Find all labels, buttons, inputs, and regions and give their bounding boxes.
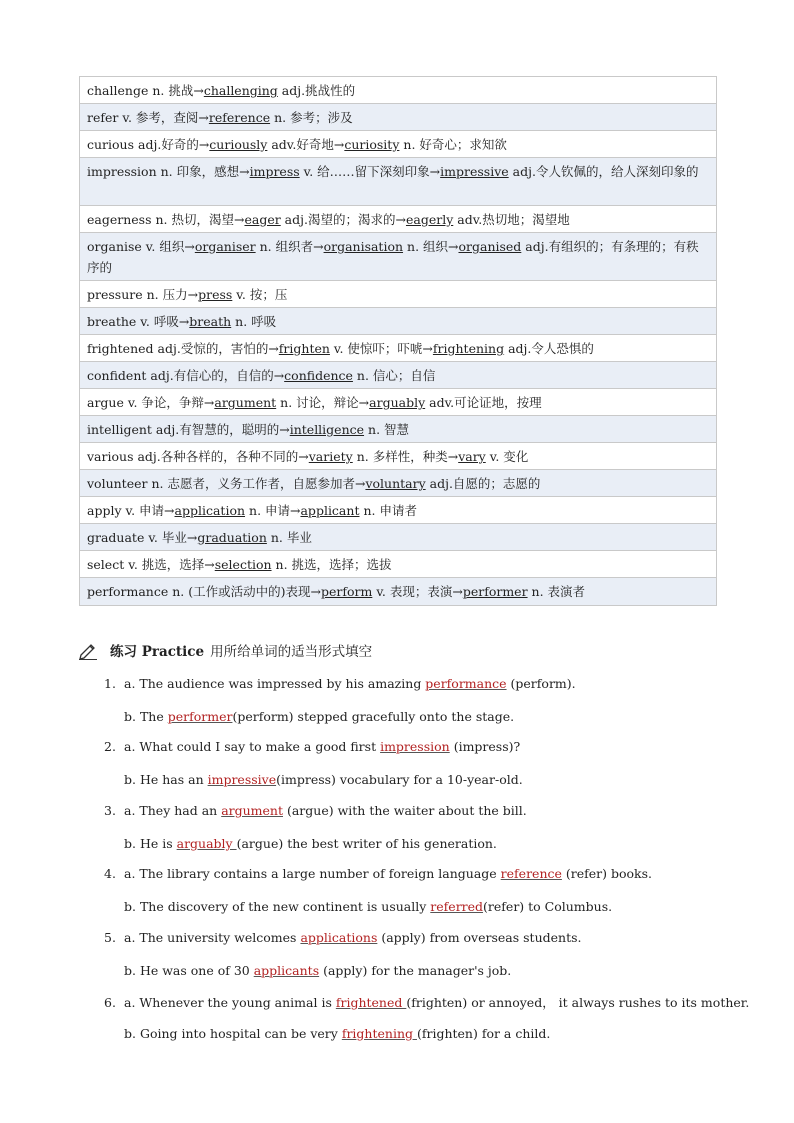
vocab-text: . 争论，争辩→ — [133, 395, 215, 410]
vocab-text: 有组织的；有条理的；有秩序的 — [87, 239, 699, 275]
vocab-text: v — [485, 449, 496, 464]
vocab-text: . 挑选，选择→ — [133, 557, 215, 572]
answer-blank: performer — [167, 709, 233, 724]
derived-word: application — [174, 503, 246, 518]
vocab-text: n — [359, 503, 372, 518]
vocab-text: v — [128, 557, 134, 572]
vocab-row — [80, 524, 716, 551]
derived-word: impressive — [440, 164, 509, 179]
exercise-label: b. — [124, 899, 140, 914]
vocab-text: adj. — [157, 341, 181, 356]
vocab-text: . 变化 — [495, 449, 529, 464]
exercise-number: 5. — [104, 930, 116, 945]
vocab-text: . 参考；涉及 — [282, 110, 353, 125]
vocab-text: 令人恐惧的 — [531, 341, 594, 356]
derived-word: graduation — [197, 530, 267, 545]
exercise-label: b. — [124, 1026, 140, 1041]
vocab-text: adv. — [453, 212, 483, 227]
derived-word: organiser — [194, 239, 256, 254]
vocab-row — [80, 104, 716, 131]
exercise-text: The library contains a large number of foreign language — [139, 866, 501, 881]
derived-word: frighten — [278, 341, 330, 356]
exercise-text: The university welcomes — [139, 930, 301, 945]
vocab-row — [80, 578, 716, 605]
vocab-text: adj. — [137, 449, 161, 464]
exercise-text: (apply) from overseas students. — [377, 930, 582, 945]
answer-blank: argument — [221, 803, 283, 818]
answer-blank: frightening — [341, 1026, 417, 1041]
exercise-item — [104, 866, 652, 881]
exercise-number: 4. — [104, 866, 116, 881]
vocab-text: organise — [87, 239, 146, 254]
vocab-text: challenge — [87, 83, 153, 98]
exercise-label: a. — [124, 866, 140, 881]
practice-instruction: 用所给单词的适当形式填空 — [210, 644, 373, 660]
exercise-label: b. — [124, 963, 140, 978]
vocab-text: n — [231, 314, 244, 329]
vocab-text: n — [172, 584, 181, 599]
vocab-text: v — [299, 164, 310, 179]
vocab-text: . 给……留下深刻印象→ — [309, 164, 441, 179]
vocab-text: n — [270, 110, 283, 125]
vocab-row — [80, 158, 716, 206]
vocab-text: v — [125, 503, 132, 518]
exercise-text: What could I say to make a good first — [139, 739, 381, 754]
vocab-text: v — [122, 110, 128, 125]
vocab-row — [80, 233, 716, 281]
vocab-row — [80, 497, 716, 524]
vocab-text: apply — [87, 503, 126, 518]
vocab-text: adv. — [425, 395, 455, 410]
derived-word: organised — [458, 239, 522, 254]
answer-blank: impressive — [207, 772, 277, 787]
exercise-text: The discovery of the new continent is usually — [139, 899, 431, 914]
vocab-text: n — [399, 137, 412, 152]
answer-blank: applicants — [253, 963, 320, 978]
vocab-text: argue — [87, 395, 128, 410]
derived-word: curiosity — [344, 137, 400, 152]
answer-blank: frightened — [335, 995, 407, 1010]
derived-word: challenging — [203, 83, 278, 98]
vocab-text: . 讨论，辩论→ — [288, 395, 370, 410]
exercise-item — [104, 676, 576, 691]
vocab-text: curious — [87, 137, 138, 152]
exercise-text: (argue) with the waiter about the bill. — [283, 803, 527, 818]
exercise-text: (frighten) or annoyed， it always rushes to its mother. — [406, 995, 750, 1010]
vocab-text: . 毕业→ — [153, 530, 198, 545]
exercise-label: a. — [124, 739, 140, 754]
vocab-text: performance — [87, 584, 173, 599]
vocab-text: 自愿的；志愿的 — [452, 476, 541, 491]
vocab-text: 各种各样的，各种不同的→ — [160, 449, 309, 464]
vocab-text: . 挑战→ — [160, 83, 204, 98]
vocab-text: . (工作或活动中的)表现→ — [180, 584, 321, 599]
vocab-row — [80, 443, 716, 470]
exercise-text: (perform). — [506, 676, 576, 691]
vocab-text: v — [329, 341, 340, 356]
vocab-text: 挑战性的 — [305, 83, 356, 98]
vocab-text: . 表现；表演→ — [381, 584, 463, 599]
vocab-text: 热切地；渴望地 — [482, 212, 570, 227]
derived-word: variety — [308, 449, 353, 464]
exercise-item — [104, 993, 749, 1011]
derived-word: reference — [208, 110, 271, 125]
answer-blank: performance — [425, 676, 507, 691]
exercise-text: (impress) vocabulary for a 10-year-old. — [276, 772, 523, 787]
vocab-row — [80, 362, 716, 389]
vocab-text: adj. — [277, 83, 306, 98]
vocab-text: . 信心；自信 — [364, 368, 436, 383]
exercise-item — [124, 899, 612, 914]
practice-title: 练习 Practice — [110, 644, 205, 660]
vocab-row — [80, 551, 716, 578]
vocab-text: 令人钦佩的，给人深刻印象的 — [535, 164, 699, 179]
vocab-text: adj. — [504, 341, 532, 356]
exercise-number: 3. — [104, 803, 116, 818]
exercise-item — [104, 930, 582, 945]
vocab-text: n — [245, 503, 258, 518]
derived-word: eagerly — [405, 212, 454, 227]
exercise-number: 6. — [104, 995, 116, 1010]
vocab-row — [80, 470, 716, 497]
vocab-text: v — [127, 395, 134, 410]
derived-word: organisation — [323, 239, 404, 254]
derived-word: argument — [214, 395, 277, 410]
vocab-text: n — [266, 530, 279, 545]
vocab-text: . 好奇心；求知欲 — [411, 137, 507, 152]
exercise-text: (frighten) for a child. — [416, 1026, 551, 1041]
exercise-number: 2. — [104, 739, 116, 754]
answer-blank: impression — [380, 739, 450, 754]
derived-word: eager — [244, 212, 281, 227]
exercise-text: (refer) to Columbus. — [483, 899, 613, 914]
vocab-text: . 表演者 — [539, 584, 586, 599]
vocab-text: n — [364, 422, 377, 437]
exercise-label: a. — [124, 803, 140, 818]
exercise-item — [124, 709, 514, 724]
vocab-text: adj. — [521, 239, 549, 254]
vocab-text: . 热切，渴望→ — [163, 212, 245, 227]
exercise-text: He has an — [139, 772, 208, 787]
exercise-number: 1. — [104, 676, 116, 691]
derived-word: frightening — [432, 341, 505, 356]
vocab-text: eagerness — [87, 212, 156, 227]
derived-word: perform — [320, 584, 373, 599]
vocab-text: n — [255, 239, 268, 254]
vocab-text: confident — [87, 368, 151, 383]
derived-word: vary — [458, 449, 486, 464]
derived-word: arguably — [369, 395, 426, 410]
vocab-text: . 挑选，选择；选拔 — [283, 557, 392, 572]
exercise-label: a. — [124, 995, 140, 1010]
vocab-row — [80, 77, 716, 104]
exercise-item — [124, 836, 497, 851]
vocab-text: 有信心的，自信的→ — [173, 368, 285, 383]
vocab-text: 好奇的→ — [161, 137, 210, 152]
vocab-text: volunteer — [87, 476, 152, 491]
vocab-text: n — [152, 83, 161, 98]
vocab-text: . 使惊吓；吓唬→ — [339, 341, 433, 356]
exercise-item — [104, 739, 520, 754]
exercise-label: a. — [124, 930, 140, 945]
vocab-text: frightened — [87, 341, 158, 356]
vocab-text: n — [527, 584, 540, 599]
practice-heading — [78, 640, 372, 660]
vocab-text: n — [155, 212, 164, 227]
exercise-item — [124, 963, 511, 978]
vocab-text: 有智慧的，聪明的→ — [179, 422, 290, 437]
exercise-label: b. — [124, 836, 140, 851]
vocab-text: pressure — [87, 287, 147, 302]
derived-word: breath — [189, 314, 232, 329]
vocab-text: n — [271, 557, 284, 572]
vocab-text: v — [148, 530, 154, 545]
exercise-item — [104, 803, 527, 818]
vocab-text: . 参考，查阅→ — [127, 110, 209, 125]
vocab-text: . 毕业 — [278, 530, 312, 545]
derived-word: confidence — [284, 368, 353, 383]
derived-word: applicant — [300, 503, 360, 518]
exercise-text: They had an — [139, 803, 222, 818]
vocab-text: breathe — [87, 314, 141, 329]
vocab-text: adj. — [155, 422, 180, 437]
derived-word: press — [198, 287, 233, 302]
vocab-text: select — [87, 557, 129, 572]
vocab-text: v — [140, 314, 146, 329]
vocab-row — [80, 281, 716, 308]
vocab-row — [80, 416, 716, 443]
vocab-text: v — [372, 584, 382, 599]
vocab-text: n — [352, 368, 365, 383]
exercise-item — [124, 772, 523, 787]
exercise-text: (impress)? — [449, 739, 521, 754]
vocab-text: . 申请→ — [257, 503, 301, 518]
vocab-text: . 多样性，种类→ — [364, 449, 459, 464]
vocab-row — [80, 131, 716, 158]
vocab-row — [80, 206, 716, 233]
vocab-text: adv. — [267, 137, 297, 152]
vocab-text: adj. — [138, 137, 162, 152]
vocab-text: . 组织→ — [151, 239, 195, 254]
exercise-text: Whenever the young animal is — [139, 995, 336, 1010]
exercise-label: a. — [124, 676, 140, 691]
vocab-text: n — [160, 164, 169, 179]
vocab-text: graduate — [87, 530, 149, 545]
derived-word: performer — [462, 584, 528, 599]
exercise-text: The audience was impressed by his amazing — [139, 676, 426, 691]
vocab-text: n — [352, 449, 365, 464]
vocab-text: . 按；压 — [241, 287, 288, 302]
answer-blank: arguably — [176, 836, 237, 851]
derived-word: intelligence — [289, 422, 365, 437]
vocab-row — [80, 389, 716, 416]
vocab-text: v — [145, 239, 152, 254]
vocab-text: n — [146, 287, 155, 302]
exercise-text: (argue) the best writer of his generation. — [236, 836, 497, 851]
vocab-text: 好奇地→ — [296, 137, 345, 152]
vocab-text: . 呼吸 — [243, 314, 277, 329]
exercise-text: (refer) books. — [561, 866, 652, 881]
vocab-text: . 组织者→ — [267, 239, 324, 254]
vocab-text: intelligent — [87, 422, 156, 437]
derived-word: curiously — [209, 137, 268, 152]
derived-word: voluntary — [365, 476, 426, 491]
vocab-text: 渴望的；渴求的→ — [307, 212, 406, 227]
vocab-row — [80, 335, 716, 362]
vocab-text: . 印象，感想→ — [168, 164, 250, 179]
answer-blank: reference — [500, 866, 562, 881]
exercise-text: The — [139, 709, 168, 724]
exercise-label: b. — [124, 772, 140, 787]
exercise-text: (apply) for the manager's job. — [319, 963, 512, 978]
exercise-text: He was one of 30 — [139, 963, 254, 978]
exercise-text: (perform) stepped gracefully onto the stage. — [232, 709, 515, 724]
vocab-text: adj. — [150, 368, 174, 383]
vocabulary-table — [79, 76, 717, 606]
vocab-text: . 志愿者，义务工作者，自愿参加者→ — [159, 476, 366, 491]
derived-word: impress — [249, 164, 300, 179]
vocab-text: adj. — [280, 212, 308, 227]
vocab-text: . 申请者 — [371, 503, 417, 518]
vocab-text: . 智慧 — [376, 422, 410, 437]
pencil-icon — [78, 640, 98, 660]
vocab-text: . 压力→ — [154, 287, 199, 302]
derived-word: selection — [214, 557, 272, 572]
vocab-text: n — [151, 476, 160, 491]
vocab-text: various — [87, 449, 138, 464]
exercise-text: He is — [139, 836, 177, 851]
vocab-text: impression — [87, 164, 161, 179]
vocab-text: n — [276, 395, 289, 410]
vocab-text: . 申请→ — [131, 503, 175, 518]
vocab-text: refer — [87, 110, 123, 125]
exercise-text: Going into hospital can be very — [139, 1026, 342, 1041]
vocab-text: . 组织→ — [415, 239, 459, 254]
vocab-text: 可论证地，按理 — [454, 395, 542, 410]
exercise-label: b. — [124, 709, 140, 724]
vocab-text: n — [403, 239, 416, 254]
vocab-text: adj. — [508, 164, 536, 179]
vocab-text: . 呼吸→ — [145, 314, 190, 329]
vocab-text: v — [232, 287, 242, 302]
vocab-text: 受惊的，害怕的→ — [180, 341, 279, 356]
answer-blank: referred — [430, 899, 484, 914]
exercise-item — [124, 1026, 550, 1041]
vocab-text: adj. — [425, 476, 453, 491]
answer-blank: applications — [300, 930, 378, 945]
vocab-row — [80, 308, 716, 335]
